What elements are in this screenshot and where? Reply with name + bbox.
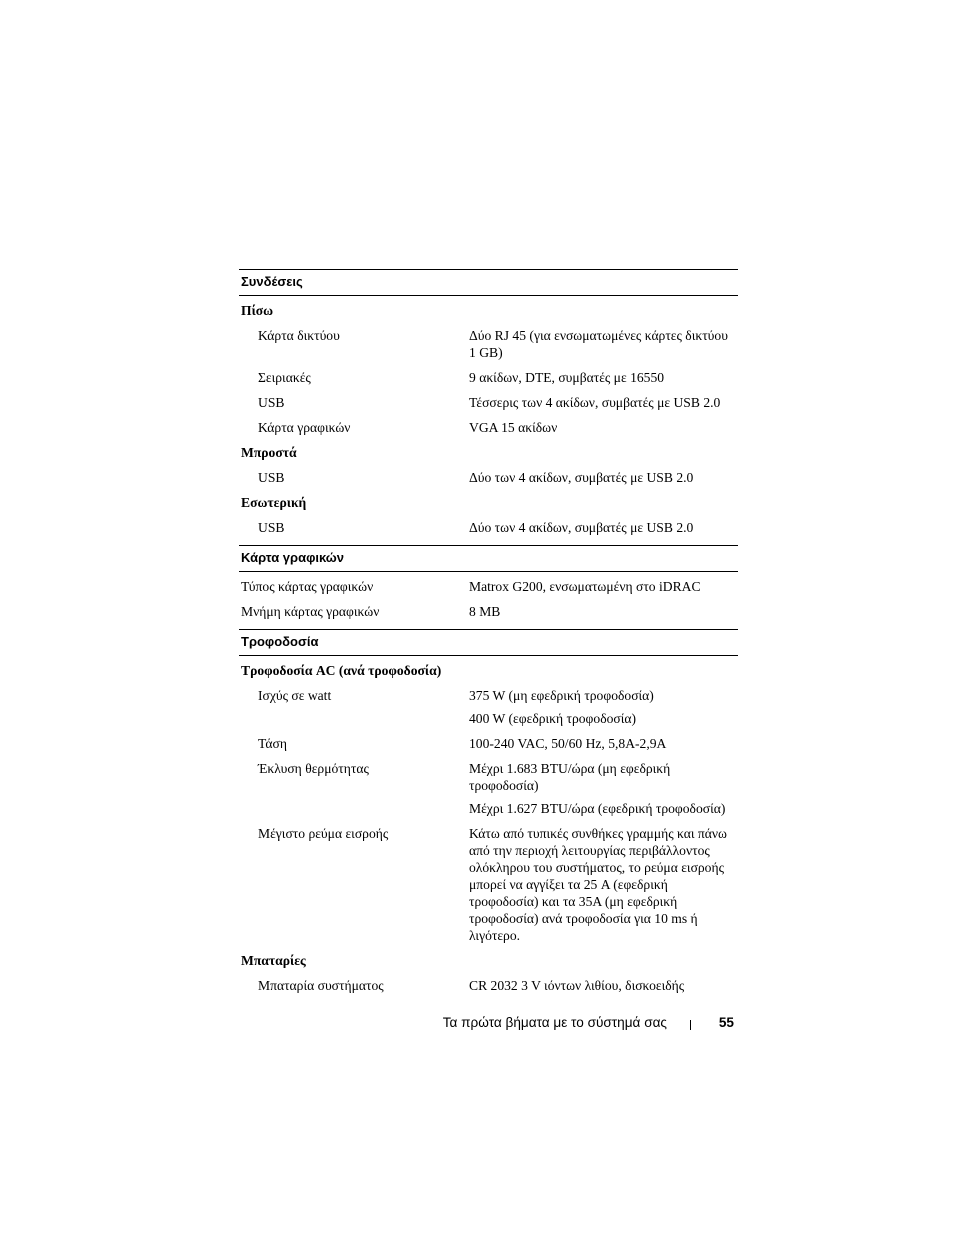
- spec-label: Τάση: [258, 736, 287, 751]
- spec-value: 9 ακίδων, DTE, συμβατές με 16550: [469, 370, 665, 385]
- spec-label: USB: [258, 520, 285, 535]
- spec-value: 100-240 VAC, 50/60 Hz, 5,8A-2,9A: [469, 736, 667, 751]
- spec-row-inrush-current: [239, 817, 738, 944]
- spec-label: USB: [258, 470, 285, 485]
- section-connections-header: Συνδέσεις: [239, 269, 738, 296]
- spec-row-usb-internal: [239, 511, 738, 536]
- spec-row-usb-front: [239, 461, 738, 486]
- spec-row-serial: [239, 361, 738, 386]
- specs-table: [239, 269, 738, 994]
- subsection-ac-power: Τροφοδοσία AC (ανά τροφοδοσία): [241, 663, 442, 678]
- spec-row-heat-dissipation-2: [239, 794, 738, 817]
- spec-value: Δύο RJ 45 (για ενσωματωμένες κάρτες δικτύου 1 GB): [469, 328, 728, 360]
- spec-row-video-memory: [239, 595, 738, 620]
- spec-label: Τύπος κάρτας γραφικών: [241, 579, 374, 594]
- spec-label: Μπαταρία συστήματος: [258, 978, 384, 993]
- section-power-header: Τροφοδοσία: [239, 629, 738, 656]
- section-video-header: Κάρτα γραφικών: [239, 545, 738, 572]
- footer-title: Τα πρώτα βήματα με το σύστημά σας: [442, 1015, 667, 1030]
- spec-value: Matrox G200, ενσωματωμένη στο iDRAC: [469, 579, 701, 594]
- spec-value: VGA 15 ακίδων: [469, 420, 558, 435]
- spec-value: Δύο των 4 ακίδων, συμβατές με USB 2.0: [469, 520, 694, 535]
- spec-value: 375 W (μη εφεδρική τροφοδοσία): [469, 688, 654, 703]
- spec-row-usb-back: [239, 386, 738, 411]
- spec-value: Μέχρι 1.683 BTU/ώρα (μη εφεδρική τροφοδοσία): [469, 761, 671, 793]
- spec-value: Μέχρι 1.627 BTU/ώρα (εφεδρική τροφοδοσία): [469, 801, 726, 816]
- page-footer: [239, 1015, 738, 1035]
- spec-row-video-connector: [239, 411, 738, 436]
- spec-label: USB: [258, 395, 285, 410]
- spec-row-system-battery: [239, 969, 738, 994]
- page-number: 55: [718, 1015, 734, 1030]
- footer-separator: [690, 1020, 691, 1030]
- subsection-batteries: Μπαταρίες: [241, 953, 306, 968]
- spec-label: Έκλυση θερμότητας: [258, 761, 369, 776]
- spec-label: Μέγιστο ρεύμα εισροής: [258, 826, 389, 841]
- spec-label: Ισχύς σε watt: [258, 688, 332, 703]
- spec-label: Κάρτα δικτύου: [258, 328, 340, 343]
- spec-value: 400 W (εφεδρική τροφοδοσία): [469, 711, 637, 726]
- spec-label: Σειριακές: [258, 370, 311, 385]
- spec-label: Μνήμη κάρτας γραφικών: [241, 604, 380, 619]
- subsection-front: Μπροστά: [241, 445, 297, 460]
- subsection-back: Πίσω: [241, 303, 274, 318]
- spec-value: CR 2032 3 V ιόντων λιθίου, δισκοειδής: [469, 978, 685, 993]
- spec-row-wattage-2: [239, 704, 738, 727]
- spec-row-video-type: [239, 572, 738, 595]
- spec-row-heat-dissipation: [239, 752, 738, 794]
- spec-label: Κάρτα γραφικών: [258, 420, 351, 435]
- spec-row-wattage: [239, 679, 738, 704]
- spec-value: Δύο των 4 ακίδων, συμβατές με USB 2.0: [469, 470, 694, 485]
- subsection-internal: Εσωτερική: [241, 495, 307, 510]
- spec-row-nic: [239, 319, 738, 361]
- spec-value: 8 MB: [469, 604, 501, 619]
- spec-value: Τέσσερις των 4 ακίδων, συμβατές με USB 2.0: [469, 395, 721, 410]
- spec-value: Κάτω από τυπικές συνθήκες γραμμής και πάνω από την περιοχή λειτουργίας περιβάλλοντος ολόκληρου του συστήματος, το ρεύμα εισροής μπορεί να αγγίξει τα 25 A (εφεδρική τροφοδοσία) και τα 35A (μη εφεδρική τροφοδοσία) ανά τροφοδοσία για 10 ms ή λιγότερο.: [469, 826, 728, 943]
- spec-row-voltage: [239, 727, 738, 752]
